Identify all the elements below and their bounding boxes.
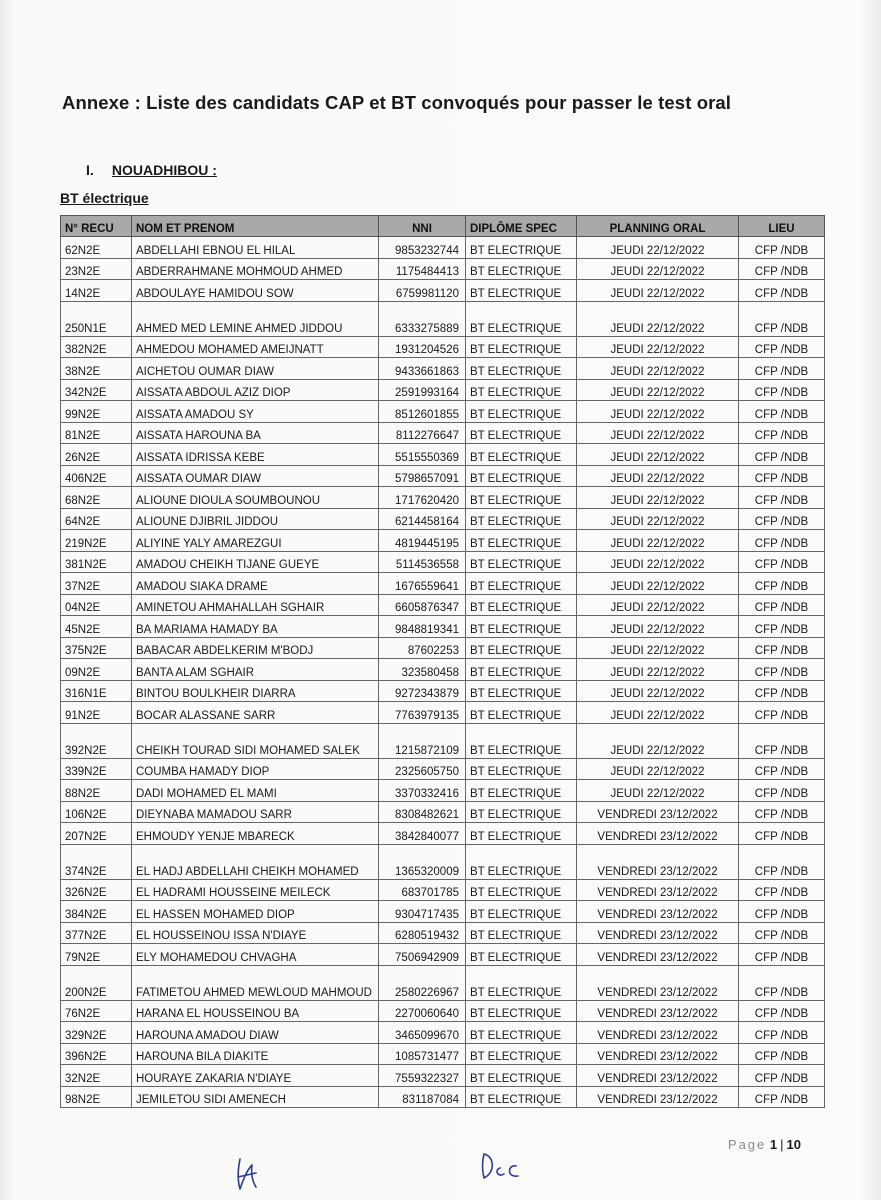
cell-recu: 375N2E bbox=[61, 637, 132, 659]
cell-nni: 9304717435 bbox=[379, 901, 466, 923]
cell-planning: JEUDI 22/12/2022 bbox=[577, 702, 739, 724]
cell-planning: JEUDI 22/12/2022 bbox=[577, 551, 739, 573]
cell-recu: 200N2E bbox=[61, 965, 132, 1000]
cell-recu: 88N2E bbox=[61, 780, 132, 802]
cell-diplome: BT ELECTRIQUE bbox=[466, 723, 577, 758]
header-lieu: LIEU bbox=[739, 216, 825, 237]
cell-planning: JEUDI 22/12/2022 bbox=[577, 758, 739, 780]
cell-lieu: CFP /NDB bbox=[739, 258, 825, 280]
cell-planning: JEUDI 22/12/2022 bbox=[577, 401, 739, 423]
page-number: 1 bbox=[769, 1137, 778, 1152]
cell-nni: 683701785 bbox=[379, 879, 466, 901]
cell-planning: JEUDI 22/12/2022 bbox=[577, 594, 739, 616]
cell-lieu: CFP /NDB bbox=[739, 637, 825, 659]
cell-nni: 8308482621 bbox=[379, 801, 466, 823]
cell-nni: 5515550369 bbox=[379, 444, 466, 466]
cell-lieu: CFP /NDB bbox=[739, 508, 825, 530]
cell-diplome: BT ELECTRIQUE bbox=[466, 758, 577, 780]
cell-diplome: BT ELECTRIQUE bbox=[466, 1065, 577, 1087]
cell-nni: 2580226967 bbox=[379, 965, 466, 1000]
cell-nom: BANTA ALAM SGHAIR bbox=[132, 659, 379, 681]
cell-recu: 62N2E bbox=[61, 237, 132, 259]
cell-recu: 99N2E bbox=[61, 401, 132, 423]
cell-recu: 81N2E bbox=[61, 422, 132, 444]
cell-recu: 45N2E bbox=[61, 616, 132, 638]
cell-planning: JEUDI 22/12/2022 bbox=[577, 358, 739, 380]
cell-lieu: CFP /NDB bbox=[739, 879, 825, 901]
cell-diplome: BT ELECTRIQUE bbox=[466, 680, 577, 702]
cell-diplome: BT ELECTRIQUE bbox=[466, 465, 577, 487]
cell-recu: 26N2E bbox=[61, 444, 132, 466]
cell-nni: 3370332416 bbox=[379, 780, 466, 802]
cell-nom: COUMBA HAMADY DIOP bbox=[132, 758, 379, 780]
cell-diplome: BT ELECTRIQUE bbox=[466, 965, 577, 1000]
header-planning: PLANNING ORAL bbox=[577, 216, 739, 237]
cell-planning: JEUDI 22/12/2022 bbox=[577, 422, 739, 444]
table-row bbox=[61, 530, 825, 552]
signature-initials-right bbox=[478, 1148, 528, 1188]
cell-nom: ABDOULAYE HAMIDOU SOW bbox=[132, 280, 379, 302]
page-separator: | bbox=[780, 1137, 784, 1152]
cell-diplome: BT ELECTRIQUE bbox=[466, 1000, 577, 1022]
cell-lieu: CFP /NDB bbox=[739, 358, 825, 380]
table-row bbox=[61, 280, 825, 302]
table-row bbox=[61, 301, 825, 336]
cell-lieu: CFP /NDB bbox=[739, 465, 825, 487]
table-row bbox=[61, 844, 825, 879]
page-word: Page bbox=[727, 1137, 767, 1152]
table-body bbox=[61, 237, 825, 1108]
cell-nom: AISSATA OUMAR DIAW bbox=[132, 465, 379, 487]
cell-nom: JEMILETOU SIDI AMENECH bbox=[132, 1086, 379, 1108]
cell-diplome: BT ELECTRIQUE bbox=[466, 422, 577, 444]
cell-nni: 1215872109 bbox=[379, 723, 466, 758]
cell-nom: EL HADJ ABDELLAHI CHEIKH MOHAMED bbox=[132, 844, 379, 879]
cell-planning: VENDREDI 23/12/2022 bbox=[577, 844, 739, 879]
cell-planning: VENDREDI 23/12/2022 bbox=[577, 801, 739, 823]
cell-planning: JEUDI 22/12/2022 bbox=[577, 336, 739, 358]
cell-nom: DADI MOHAMED EL MAMI bbox=[132, 780, 379, 802]
table-row bbox=[61, 965, 825, 1000]
cell-lieu: CFP /NDB bbox=[739, 965, 825, 1000]
cell-nom: BOCAR ALASSANE SARR bbox=[132, 702, 379, 724]
cell-planning: VENDREDI 23/12/2022 bbox=[577, 944, 739, 966]
cell-nom: CHEIKH TOURAD SIDI MOHAMED SALEK bbox=[132, 723, 379, 758]
cell-planning: JEUDI 22/12/2022 bbox=[577, 530, 739, 552]
cell-lieu: CFP /NDB bbox=[739, 301, 825, 336]
table-row bbox=[61, 401, 825, 423]
cell-nni: 323580458 bbox=[379, 659, 466, 681]
table-row bbox=[61, 487, 825, 509]
cell-nom: EL HASSEN MOHAMED DIOP bbox=[132, 901, 379, 923]
cell-diplome: BT ELECTRIQUE bbox=[466, 879, 577, 901]
cell-nom: ALIOUNE DIOULA SOUMBOUNOU bbox=[132, 487, 379, 509]
table-row bbox=[61, 758, 825, 780]
cell-recu: 329N2E bbox=[61, 1022, 132, 1044]
table-row bbox=[61, 237, 825, 259]
cell-diplome: BT ELECTRIQUE bbox=[466, 780, 577, 802]
cell-diplome: BT ELECTRIQUE bbox=[466, 1043, 577, 1065]
table-row bbox=[61, 465, 825, 487]
page-footer bbox=[728, 1137, 801, 1152]
cell-diplome: BT ELECTRIQUE bbox=[466, 823, 577, 845]
cell-nom: DIEYNABA MAMADOU SARR bbox=[132, 801, 379, 823]
cell-lieu: CFP /NDB bbox=[739, 1065, 825, 1087]
table-row bbox=[61, 680, 825, 702]
cell-lieu: CFP /NDB bbox=[739, 594, 825, 616]
cell-nni: 9853232744 bbox=[379, 237, 466, 259]
cell-planning: VENDREDI 23/12/2022 bbox=[577, 965, 739, 1000]
cell-planning: VENDREDI 23/12/2022 bbox=[577, 1086, 739, 1108]
cell-planning: JEUDI 22/12/2022 bbox=[577, 680, 739, 702]
cell-lieu: CFP /NDB bbox=[739, 801, 825, 823]
cell-nni: 87602253 bbox=[379, 637, 466, 659]
cell-lieu: CFP /NDB bbox=[739, 702, 825, 724]
cell-recu: 207N2E bbox=[61, 823, 132, 845]
cell-lieu: CFP /NDB bbox=[739, 659, 825, 681]
cell-nom: AISSATA ABDOUL AZIZ DIOP bbox=[132, 379, 379, 401]
table-row bbox=[61, 702, 825, 724]
cell-lieu: CFP /NDB bbox=[739, 780, 825, 802]
cell-lieu: CFP /NDB bbox=[739, 616, 825, 638]
cell-planning: JEUDI 22/12/2022 bbox=[577, 465, 739, 487]
cell-nni: 1365320009 bbox=[379, 844, 466, 879]
cell-lieu: CFP /NDB bbox=[739, 944, 825, 966]
cell-recu: 98N2E bbox=[61, 1086, 132, 1108]
table-row bbox=[61, 723, 825, 758]
cell-diplome: BT ELECTRIQUE bbox=[466, 508, 577, 530]
cell-planning: JEUDI 22/12/2022 bbox=[577, 780, 739, 802]
table-row bbox=[61, 780, 825, 802]
cell-nni: 8512601855 bbox=[379, 401, 466, 423]
cell-lieu: CFP /NDB bbox=[739, 723, 825, 758]
cell-diplome: BT ELECTRIQUE bbox=[466, 237, 577, 259]
cell-nni: 6759981120 bbox=[379, 280, 466, 302]
cell-diplome: BT ELECTRIQUE bbox=[466, 280, 577, 302]
cell-nni: 6333275889 bbox=[379, 301, 466, 336]
table-row bbox=[61, 594, 825, 616]
cell-nni: 7506942909 bbox=[379, 944, 466, 966]
table-row bbox=[61, 1086, 825, 1108]
cell-lieu: CFP /NDB bbox=[739, 551, 825, 573]
cell-lieu: CFP /NDB bbox=[739, 487, 825, 509]
cell-planning: JEUDI 22/12/2022 bbox=[577, 508, 739, 530]
table-row bbox=[61, 922, 825, 944]
cell-recu: 04N2E bbox=[61, 594, 132, 616]
cell-diplome: BT ELECTRIQUE bbox=[466, 1086, 577, 1108]
cell-lieu: CFP /NDB bbox=[739, 280, 825, 302]
cell-lieu: CFP /NDB bbox=[739, 530, 825, 552]
table-row bbox=[61, 616, 825, 638]
cell-nom: ELY MOHAMEDOU CHVAGHA bbox=[132, 944, 379, 966]
cell-nni: 5114536558 bbox=[379, 551, 466, 573]
cell-planning: JEUDI 22/12/2022 bbox=[577, 616, 739, 638]
cell-nom: BA MARIAMA HAMADY BA bbox=[132, 616, 379, 638]
cell-planning: JEUDI 22/12/2022 bbox=[577, 258, 739, 280]
cell-planning: JEUDI 22/12/2022 bbox=[577, 237, 739, 259]
cell-diplome: BT ELECTRIQUE bbox=[466, 844, 577, 879]
table-row bbox=[61, 944, 825, 966]
section-number: I. bbox=[86, 162, 94, 178]
cell-diplome: BT ELECTRIQUE bbox=[466, 530, 577, 552]
cell-lieu: CFP /NDB bbox=[739, 823, 825, 845]
cell-nom: ABDERRAHMANE MOHMOUD AHMED bbox=[132, 258, 379, 280]
cell-planning: JEUDI 22/12/2022 bbox=[577, 637, 739, 659]
cell-nom: AMADOU CHEIKH TIJANE GUEYE bbox=[132, 551, 379, 573]
cell-nni: 6280519432 bbox=[379, 922, 466, 944]
cell-planning: VENDREDI 23/12/2022 bbox=[577, 1065, 739, 1087]
cell-lieu: CFP /NDB bbox=[739, 379, 825, 401]
cell-nni: 3465099670 bbox=[379, 1022, 466, 1044]
table-row bbox=[61, 336, 825, 358]
document-title: Annexe : Liste des candidats CAP et BT convoqués pour passer le test oral bbox=[62, 92, 732, 113]
cell-recu: 37N2E bbox=[61, 573, 132, 595]
cell-nom: ALIYINE YALY AMAREZGUI bbox=[132, 530, 379, 552]
cell-nom: HAROUNA BILA DIAKITE bbox=[132, 1043, 379, 1065]
cell-recu: 406N2E bbox=[61, 465, 132, 487]
table-row bbox=[61, 801, 825, 823]
cell-nni: 8112276647 bbox=[379, 422, 466, 444]
cell-nni: 3842840077 bbox=[379, 823, 466, 845]
cell-recu: 76N2E bbox=[61, 1000, 132, 1022]
cell-recu: 09N2E bbox=[61, 659, 132, 681]
cell-planning: JEUDI 22/12/2022 bbox=[577, 487, 739, 509]
cell-lieu: CFP /NDB bbox=[739, 901, 825, 923]
cell-recu: 106N2E bbox=[61, 801, 132, 823]
table-row bbox=[61, 551, 825, 573]
cell-recu: 91N2E bbox=[61, 702, 132, 724]
cell-lieu: CFP /NDB bbox=[739, 680, 825, 702]
header-nom: NOM ET PRENOM bbox=[132, 216, 379, 237]
cell-nni: 9272343879 bbox=[379, 680, 466, 702]
table-row bbox=[61, 1000, 825, 1022]
cell-recu: 38N2E bbox=[61, 358, 132, 380]
cell-recu: 374N2E bbox=[61, 844, 132, 879]
cell-nni: 6605876347 bbox=[379, 594, 466, 616]
cell-diplome: BT ELECTRIQUE bbox=[466, 922, 577, 944]
cell-recu: 392N2E bbox=[61, 723, 132, 758]
cell-nni: 4819445195 bbox=[379, 530, 466, 552]
cell-nom: BINTOU BOULKHEIR DIARRA bbox=[132, 680, 379, 702]
cell-planning: VENDREDI 23/12/2022 bbox=[577, 1043, 739, 1065]
cell-nni: 7559322327 bbox=[379, 1065, 466, 1087]
table-row bbox=[61, 1065, 825, 1087]
table-row bbox=[61, 637, 825, 659]
cell-diplome: BT ELECTRIQUE bbox=[466, 801, 577, 823]
cell-diplome: BT ELECTRIQUE bbox=[466, 358, 577, 380]
cell-recu: 23N2E bbox=[61, 258, 132, 280]
cell-lieu: CFP /NDB bbox=[739, 1086, 825, 1108]
cell-recu: 64N2E bbox=[61, 508, 132, 530]
table-row bbox=[61, 659, 825, 681]
table-row bbox=[61, 1022, 825, 1044]
cell-lieu: CFP /NDB bbox=[739, 1022, 825, 1044]
cell-planning: VENDREDI 23/12/2022 bbox=[577, 823, 739, 845]
cell-nom: HARANA EL HOUSSEINOU BA bbox=[132, 1000, 379, 1022]
cell-nni: 1085731477 bbox=[379, 1043, 466, 1065]
cell-recu: 342N2E bbox=[61, 379, 132, 401]
cell-planning: VENDREDI 23/12/2022 bbox=[577, 879, 739, 901]
cell-nom: AMADOU SIAKA DRAME bbox=[132, 573, 379, 595]
cell-nom: HAROUNA AMADOU DIAW bbox=[132, 1022, 379, 1044]
cell-nom: AMINETOU AHMAHALLAH SGHAIR bbox=[132, 594, 379, 616]
cell-nom: AICHETOU OUMAR DIAW bbox=[132, 358, 379, 380]
cell-recu: 316N1E bbox=[61, 680, 132, 702]
cell-diplome: BT ELECTRIQUE bbox=[466, 551, 577, 573]
cell-nom: EL HADRAMI HOUSSEINE MEILECK bbox=[132, 879, 379, 901]
cell-nom: AISSATA HAROUNA BA bbox=[132, 422, 379, 444]
table-header-row bbox=[61, 216, 825, 237]
table-row bbox=[61, 1043, 825, 1065]
cell-diplome: BT ELECTRIQUE bbox=[466, 659, 577, 681]
cell-nom: EL HOUSSEINOU ISSA N'DIAYE bbox=[132, 922, 379, 944]
cell-diplome: BT ELECTRIQUE bbox=[466, 379, 577, 401]
cell-lieu: CFP /NDB bbox=[739, 401, 825, 423]
cell-nom: BABACAR ABDELKERIM M'BODJ bbox=[132, 637, 379, 659]
cell-diplome: BT ELECTRIQUE bbox=[466, 401, 577, 423]
subsection-heading: BT électrique bbox=[60, 190, 149, 206]
cell-recu: 14N2E bbox=[61, 280, 132, 302]
cell-recu: 384N2E bbox=[61, 901, 132, 923]
cell-lieu: CFP /NDB bbox=[739, 844, 825, 879]
cell-planning: JEUDI 22/12/2022 bbox=[577, 280, 739, 302]
cell-planning: JEUDI 22/12/2022 bbox=[577, 659, 739, 681]
cell-nni: 1175484413 bbox=[379, 258, 466, 280]
section-name: NOUADHIBOU : bbox=[111, 162, 217, 178]
cell-lieu: CFP /NDB bbox=[739, 1043, 825, 1065]
cell-lieu: CFP /NDB bbox=[739, 444, 825, 466]
cell-recu: 68N2E bbox=[61, 487, 132, 509]
cell-lieu: CFP /NDB bbox=[739, 336, 825, 358]
table-row bbox=[61, 258, 825, 280]
cell-planning: VENDREDI 23/12/2022 bbox=[577, 922, 739, 944]
cell-planning: JEUDI 22/12/2022 bbox=[577, 379, 739, 401]
total-pages: 10 bbox=[786, 1137, 801, 1152]
cell-nni: 831187084 bbox=[379, 1086, 466, 1108]
cell-recu: 326N2E bbox=[61, 879, 132, 901]
cell-nom: AHMEDOU MOHAMED AMEIJNATT bbox=[132, 336, 379, 358]
cell-nni: 7763979135 bbox=[379, 702, 466, 724]
cell-lieu: CFP /NDB bbox=[739, 758, 825, 780]
cell-nom: FATIMETOU AHMED MEWLOUD MAHMOUD bbox=[132, 965, 379, 1000]
cell-lieu: CFP /NDB bbox=[739, 573, 825, 595]
cell-diplome: BT ELECTRIQUE bbox=[466, 901, 577, 923]
cell-planning: JEUDI 22/12/2022 bbox=[577, 723, 739, 758]
header-diplome: DIPLÔME SPEC bbox=[466, 216, 577, 237]
cell-diplome: BT ELECTRIQUE bbox=[466, 637, 577, 659]
cell-diplome: BT ELECTRIQUE bbox=[466, 336, 577, 358]
table-row bbox=[61, 879, 825, 901]
cell-nni: 9433661863 bbox=[379, 358, 466, 380]
cell-recu: 396N2E bbox=[61, 1043, 132, 1065]
cell-nom: AISSATA AMADOU SY bbox=[132, 401, 379, 423]
table-row bbox=[61, 901, 825, 923]
signature-initials-left bbox=[232, 1155, 272, 1195]
cell-nni: 2325605750 bbox=[379, 758, 466, 780]
candidates-table bbox=[60, 215, 825, 1108]
cell-nni: 1717620420 bbox=[379, 487, 466, 509]
cell-diplome: BT ELECTRIQUE bbox=[466, 487, 577, 509]
cell-diplome: BT ELECTRIQUE bbox=[466, 258, 577, 280]
cell-recu: 382N2E bbox=[61, 336, 132, 358]
cell-planning: JEUDI 22/12/2022 bbox=[577, 573, 739, 595]
table-row bbox=[61, 358, 825, 380]
section-heading bbox=[86, 162, 217, 178]
cell-planning: VENDREDI 23/12/2022 bbox=[577, 1022, 739, 1044]
cell-planning: JEUDI 22/12/2022 bbox=[577, 444, 739, 466]
cell-nom: AISSATA IDRISSA KEBE bbox=[132, 444, 379, 466]
cell-nom: AHMED MED LEMINE AHMED JIDDOU bbox=[132, 301, 379, 336]
table-row bbox=[61, 573, 825, 595]
cell-lieu: CFP /NDB bbox=[739, 922, 825, 944]
cell-diplome: BT ELECTRIQUE bbox=[466, 444, 577, 466]
cell-nni: 5798657091 bbox=[379, 465, 466, 487]
cell-planning: VENDREDI 23/12/2022 bbox=[577, 1000, 739, 1022]
cell-diplome: BT ELECTRIQUE bbox=[466, 301, 577, 336]
cell-diplome: BT ELECTRIQUE bbox=[466, 1022, 577, 1044]
cell-diplome: BT ELECTRIQUE bbox=[466, 702, 577, 724]
cell-recu: 339N2E bbox=[61, 758, 132, 780]
cell-diplome: BT ELECTRIQUE bbox=[466, 944, 577, 966]
cell-recu: 79N2E bbox=[61, 944, 132, 966]
header-recu: N° RECU bbox=[61, 216, 132, 237]
cell-diplome: BT ELECTRIQUE bbox=[466, 573, 577, 595]
cell-nni: 2591993164 bbox=[379, 379, 466, 401]
cell-diplome: BT ELECTRIQUE bbox=[466, 594, 577, 616]
cell-nom: ALIOUNE DJIBRIL JIDDOU bbox=[132, 508, 379, 530]
cell-nom: EHMOUDY YENJE MBARECK bbox=[132, 823, 379, 845]
cell-nni: 9848819341 bbox=[379, 616, 466, 638]
cell-planning: VENDREDI 23/12/2022 bbox=[577, 901, 739, 923]
cell-recu: 32N2E bbox=[61, 1065, 132, 1087]
cell-recu: 377N2E bbox=[61, 922, 132, 944]
cell-lieu: CFP /NDB bbox=[739, 1000, 825, 1022]
cell-planning: JEUDI 22/12/2022 bbox=[577, 301, 739, 336]
cell-nom: ABDELLAHI EBNOU EL HILAL bbox=[132, 237, 379, 259]
cell-nom: HOURAYE ZAKARIA N'DIAYE bbox=[132, 1065, 379, 1087]
table-row bbox=[61, 823, 825, 845]
cell-recu: 250N1E bbox=[61, 301, 132, 336]
cell-nni: 1676559641 bbox=[379, 573, 466, 595]
cell-lieu: CFP /NDB bbox=[739, 422, 825, 444]
table-row bbox=[61, 444, 825, 466]
cell-recu: 381N2E bbox=[61, 551, 132, 573]
table-row bbox=[61, 379, 825, 401]
cell-recu: 219N2E bbox=[61, 530, 132, 552]
table-row bbox=[61, 508, 825, 530]
table-row bbox=[61, 422, 825, 444]
cell-nni: 1931204526 bbox=[379, 336, 466, 358]
cell-diplome: BT ELECTRIQUE bbox=[466, 616, 577, 638]
cell-lieu: CFP /NDB bbox=[739, 237, 825, 259]
cell-nni: 2270060640 bbox=[379, 1000, 466, 1022]
cell-nni: 6214458164 bbox=[379, 508, 466, 530]
header-nni: NNI bbox=[379, 216, 466, 237]
